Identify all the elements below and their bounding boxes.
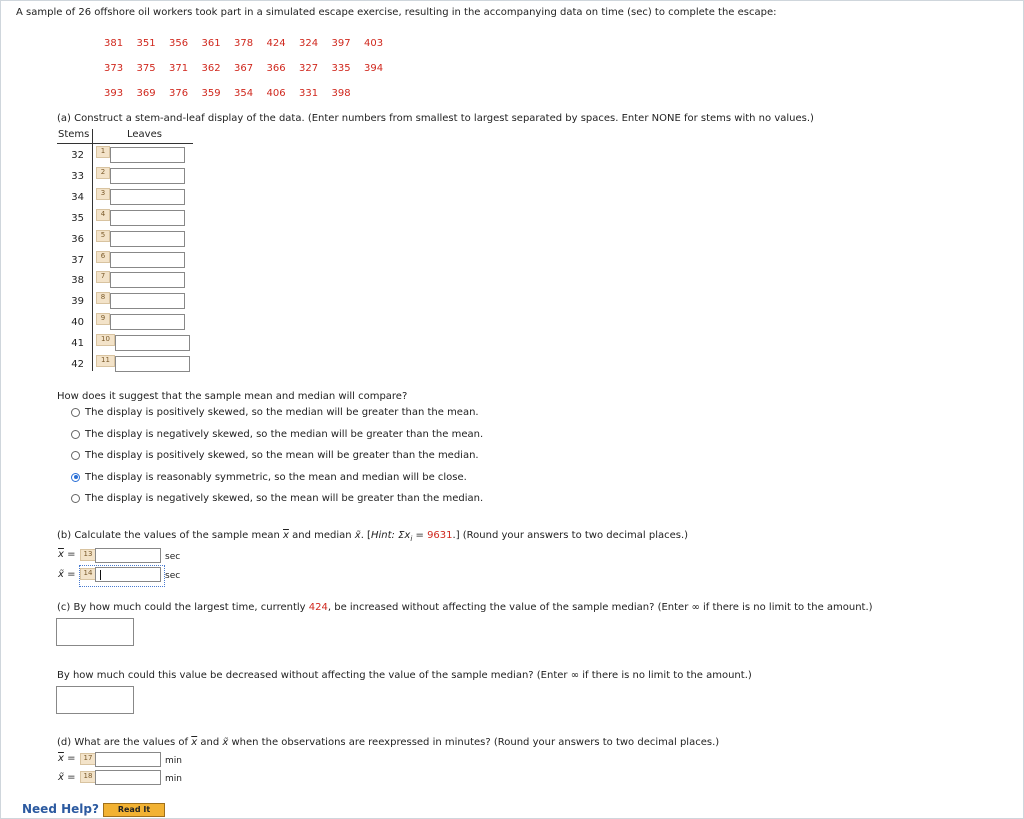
data-value: 362 (201, 63, 221, 74)
intro-text: A sample of 26 offshore oil workers took part in a simulated escape exercise, resulting in the accompanying data on time (sec) to complete the escape: (16, 7, 777, 18)
data-value: 371 (169, 63, 189, 74)
leaves-input-40[interactable] (110, 314, 185, 330)
leaves-input-33[interactable] (110, 168, 185, 184)
option-label-1[interactable]: The display is positively skewed, so the median will be greater than the mean. (85, 407, 479, 418)
min-median-unit: min (165, 774, 182, 784)
option-radio-4[interactable] (71, 473, 80, 482)
data-value: 367 (234, 63, 254, 74)
data-value: 327 (299, 63, 319, 74)
leaves-input-36[interactable] (110, 231, 185, 247)
hint-sub: i (410, 535, 413, 543)
data-value: 356 (169, 38, 189, 49)
tag-18: 18 (80, 771, 96, 783)
tag-17: 17 (80, 753, 96, 765)
mean-label: $\overline{x}$ = (58, 549, 76, 560)
tag-14: 14 (80, 568, 96, 580)
data-value: 397 (331, 38, 351, 49)
part-b-text-3: . [ (360, 530, 371, 541)
data-value: 424 (266, 38, 286, 49)
tag-6: 6 (96, 251, 110, 263)
xtilde-symbol: x̃ (354, 530, 361, 541)
data-value: 381 (104, 38, 124, 49)
tag-2: 2 (96, 167, 110, 179)
mean-unit: sec (165, 552, 181, 562)
part-a-question: (a) Construct a stem-and-leaf display of the data. (Enter numbers from smallest to largest separated by spaces. Enter NONE for stems with no values.) (57, 113, 814, 124)
part-b-text-2: and median (292, 530, 352, 541)
tag-3: 3 (96, 188, 110, 200)
header-rule (57, 143, 193, 144)
largest-time-value: 424 (308, 602, 328, 613)
part-c-question-2: By how much could this value be decreased without affecting the value of the sample median? (Enter ∞ if there is no limit to the amount.) (57, 670, 752, 681)
stem-34: 34 (71, 191, 84, 203)
read-it-button[interactable]: Read It (103, 803, 165, 817)
min-mean-input[interactable] (95, 752, 161, 767)
stem-39: 39 (71, 296, 84, 308)
need-help-label: Need Help? (22, 802, 99, 816)
text-cursor (100, 570, 101, 580)
increase-input[interactable] (56, 618, 134, 646)
stem-32: 32 (71, 150, 84, 161)
stem-divider (92, 129, 93, 371)
data-value: 406 (266, 88, 286, 99)
data-value: 331 (299, 88, 319, 99)
min-mean-label: $\overline{x}$ = (58, 753, 76, 764)
data-value: 394 (364, 63, 384, 74)
data-value: 354 (234, 88, 254, 99)
data-value: 375 (136, 63, 156, 74)
median-label: x̃ = (58, 569, 76, 580)
data-value: 393 (104, 88, 124, 99)
option-label-3[interactable]: The display is positively skewed, so the mean will be greater than the median. (85, 450, 479, 462)
stems-header: Stems (58, 129, 90, 140)
tag-7: 7 (96, 271, 110, 283)
data-value: 335 (331, 63, 351, 74)
stem-38: 38 (71, 275, 84, 287)
data-value: 369 (136, 88, 156, 99)
leaves-input-38[interactable] (110, 272, 185, 288)
mean-input[interactable] (95, 548, 161, 563)
stem-36: 36 (71, 233, 84, 245)
stem-42: 42 (71, 359, 84, 370)
min-median-input[interactable] (95, 770, 161, 785)
part-b-text-1: (b) Calculate the values of the sample mean (57, 530, 280, 541)
tag-4: 4 (96, 209, 110, 221)
leaves-input-35[interactable] (110, 210, 185, 226)
tag-10: 10 (96, 334, 115, 346)
hint-sum: Σx (398, 530, 411, 541)
hint-eq: = (415, 530, 424, 541)
data-value: 403 (364, 38, 384, 49)
hint-label: Hint: (370, 530, 395, 541)
leaves-input-41[interactable] (115, 335, 190, 351)
median-input[interactable] (95, 567, 161, 582)
data-value: 378 (234, 38, 254, 49)
option-label-5[interactable]: The display is negatively skewed, so the mean will be greater than the median. (85, 493, 484, 505)
data-value: 366 (266, 63, 286, 74)
option-radio-2[interactable] (71, 430, 80, 439)
option-label-2[interactable]: The display is negatively skewed, so the median will be greater than the mean. (85, 428, 484, 440)
data-value: 324 (299, 38, 319, 49)
leaves-header: Leaves (127, 129, 162, 140)
tag-8: 8 (96, 292, 110, 304)
leaves-input-42[interactable] (115, 356, 190, 372)
data-value: 373 (104, 63, 124, 74)
min-mean-unit: min (165, 756, 182, 766)
hint-value: 9631 (427, 530, 453, 541)
stem-35: 35 (71, 212, 84, 224)
median-unit: sec (165, 571, 181, 581)
part-d-question: (d) What are the values of $\overline{x}$ and x̃ when the observations are reexpressed in minutes? (Round your answers to two decimal places.) (57, 737, 720, 748)
part-b-question (57, 530, 688, 543)
data-value: 359 (201, 88, 221, 99)
stem-40: 40 (71, 317, 84, 329)
option-radio-1[interactable] (71, 408, 80, 417)
part-c-question-1: (c) By how much could the largest time, currently 424, be increased without affecting the value of the sample median? (Enter ∞ if there is no limit to the amount.) (57, 602, 873, 613)
stem-33: 33 (71, 170, 84, 182)
tag-11: 11 (96, 355, 115, 367)
leaves-input-32[interactable] (110, 147, 185, 163)
min-median-label: x̃ = (58, 772, 76, 783)
stem-37: 37 (71, 254, 84, 266)
data-value: 361 (201, 38, 221, 49)
compare-question: How does it suggest that the sample mean and median will compare? (57, 391, 408, 402)
leaves-input-37[interactable] (110, 252, 185, 268)
data-value: 376 (169, 88, 189, 99)
tag-13: 13 (80, 549, 96, 561)
leaves-input-34[interactable] (110, 189, 185, 205)
tag-9: 9 (96, 313, 110, 325)
stem-41: 41 (71, 338, 84, 350)
leaves-input-39[interactable] (110, 293, 185, 309)
decrease-input[interactable] (56, 686, 134, 714)
data-value: 351 (136, 38, 156, 49)
tag-5: 5 (96, 230, 110, 242)
xbar-symbol: $\overline{x}$ (283, 530, 289, 541)
tag-1: 1 (96, 146, 110, 158)
data-value: 398 (331, 88, 351, 99)
part-b-text-4: .] (Round your answers to two decimal places.) (452, 530, 689, 541)
option-label-4[interactable]: The display is reasonably symmetric, so the mean and median will be close. (85, 471, 467, 483)
